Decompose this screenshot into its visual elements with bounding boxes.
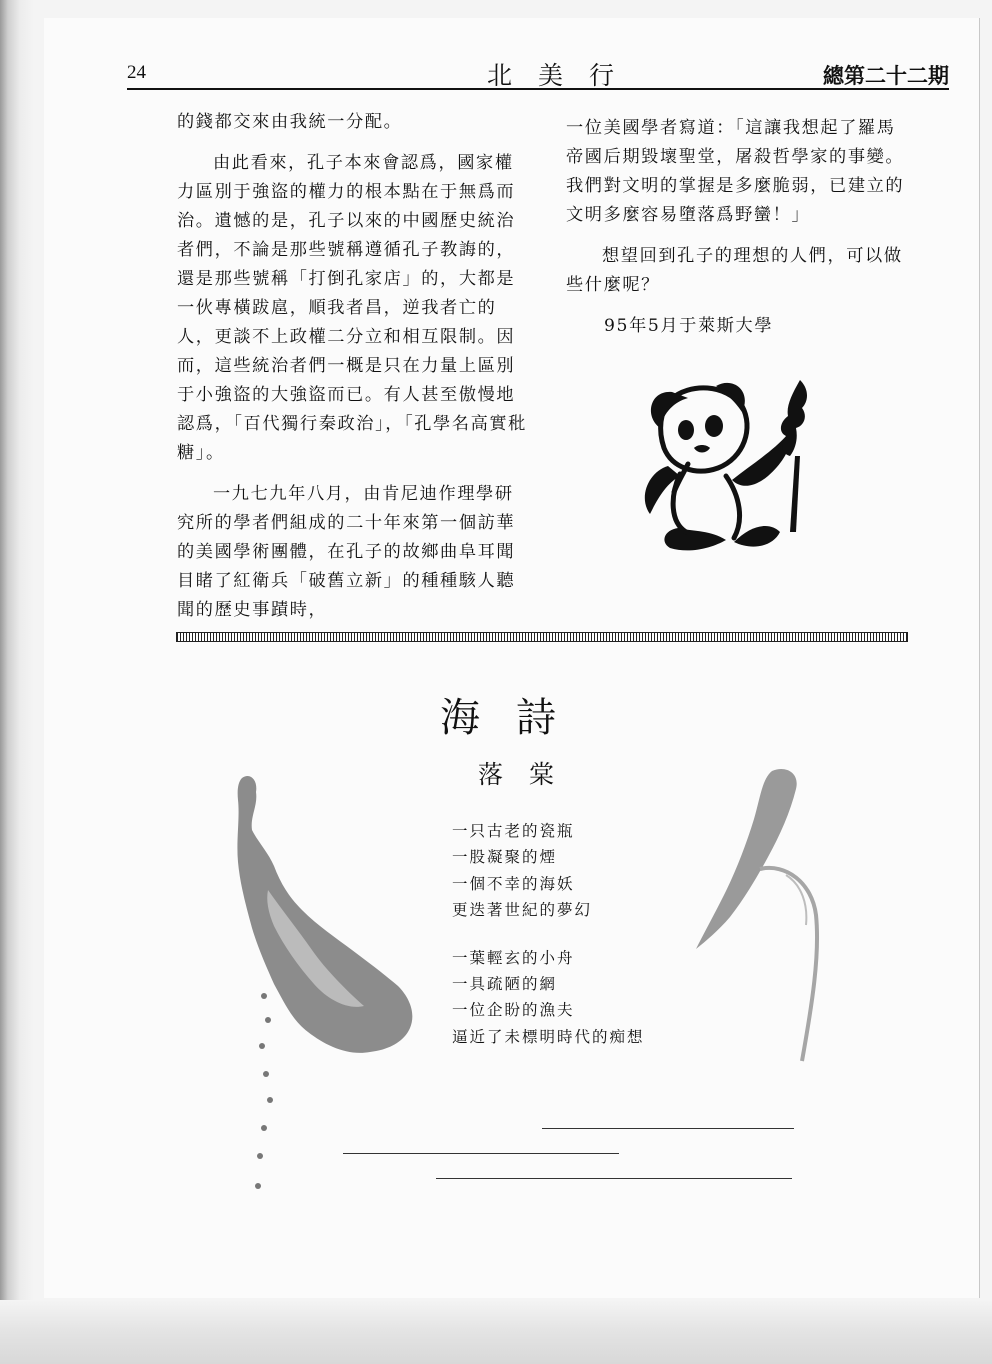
poem-author: 落棠: [478, 760, 581, 789]
poem-line: 一葉輕玄的小舟: [452, 948, 575, 967]
poem-line: 一位企盼的漁夫: [452, 1001, 575, 1020]
page-number: 24: [127, 62, 146, 83]
article-left-column: [177, 108, 529, 637]
poem-title: 海詩: [440, 695, 592, 741]
poem-line: 一具疏陋的網: [452, 975, 558, 994]
poem-stanza: [452, 818, 645, 924]
article-right-column: [566, 114, 910, 353]
scan-edge: [0, 0, 34, 1364]
article-dateline: 95年5月于萊斯大學: [604, 316, 774, 336]
section-divider: [176, 632, 908, 642]
scanner-background: [0, 1300, 992, 1364]
issue-number: 總第二十二期: [823, 64, 949, 88]
poem-body: [452, 818, 645, 1071]
article-paragraph: 的錢都交來由我統一分配。: [177, 112, 403, 132]
article-paragraph: 想望回到孔子的理想的人們，可以做些什麼呢？: [566, 246, 903, 295]
article-paragraph: 一九七九年八月，由肯尼迪作理學研究所的學者們組成的二十年來第一個訪華的美國學術團體，在孔子的故鄉曲阜耳聞目睹了紅衛兵「破舊立新」的種種駭人聽聞的歷史事蹟時，: [177, 484, 516, 620]
poem-line: 一個不幸的海妖: [452, 874, 575, 893]
poem-line: 一股凝聚的煙: [452, 848, 558, 867]
blank-rule: [343, 1153, 619, 1154]
dotted-trail-decoration: [250, 990, 280, 1200]
blank-rule: [436, 1178, 792, 1179]
page-header: [127, 58, 949, 90]
article-paragraph: 一位美國學者寫道：「這讓我想起了羅馬帝國后期毀壞聖堂，屠殺哲學家的事變。我們對文明的掌握是多麼脆弱，已建立的文明多麼容易墮落爲野蠻！」: [566, 118, 905, 225]
panda-illustration: [630, 372, 830, 564]
leaf-illustration: [690, 765, 840, 1075]
poem-stanza: [452, 945, 645, 1051]
blank-rule: [542, 1128, 794, 1129]
poem-line: 一只古老的瓷瓶: [452, 822, 575, 840]
article-paragraph: 由此看來，孔子本來會認爲，國家權力區別于強盜的權力的根本點在于無爲而治。遺憾的是，孔子以來的中國歷史統治者們，不論是那些號稱遵循孔子教誨的，還是那些號稱「打倒孔家店」的，大都是一伙專橫跋扈，順我者昌，逆我者亡的人，更談不上政權二分立和相互限制。因而，這些統治者們一概是只在力量上區別于小強盜的大強盜而已。有人甚至傲慢地認爲，「百代獨行秦政治」，「孔學名高實秕糖」。: [177, 153, 527, 463]
poem-line: 更迭著世紀的夢幻: [452, 901, 593, 920]
magazine-title: 北美行: [487, 61, 641, 90]
poem-line: 逼近了未標明時代的痴想: [452, 1027, 645, 1046]
